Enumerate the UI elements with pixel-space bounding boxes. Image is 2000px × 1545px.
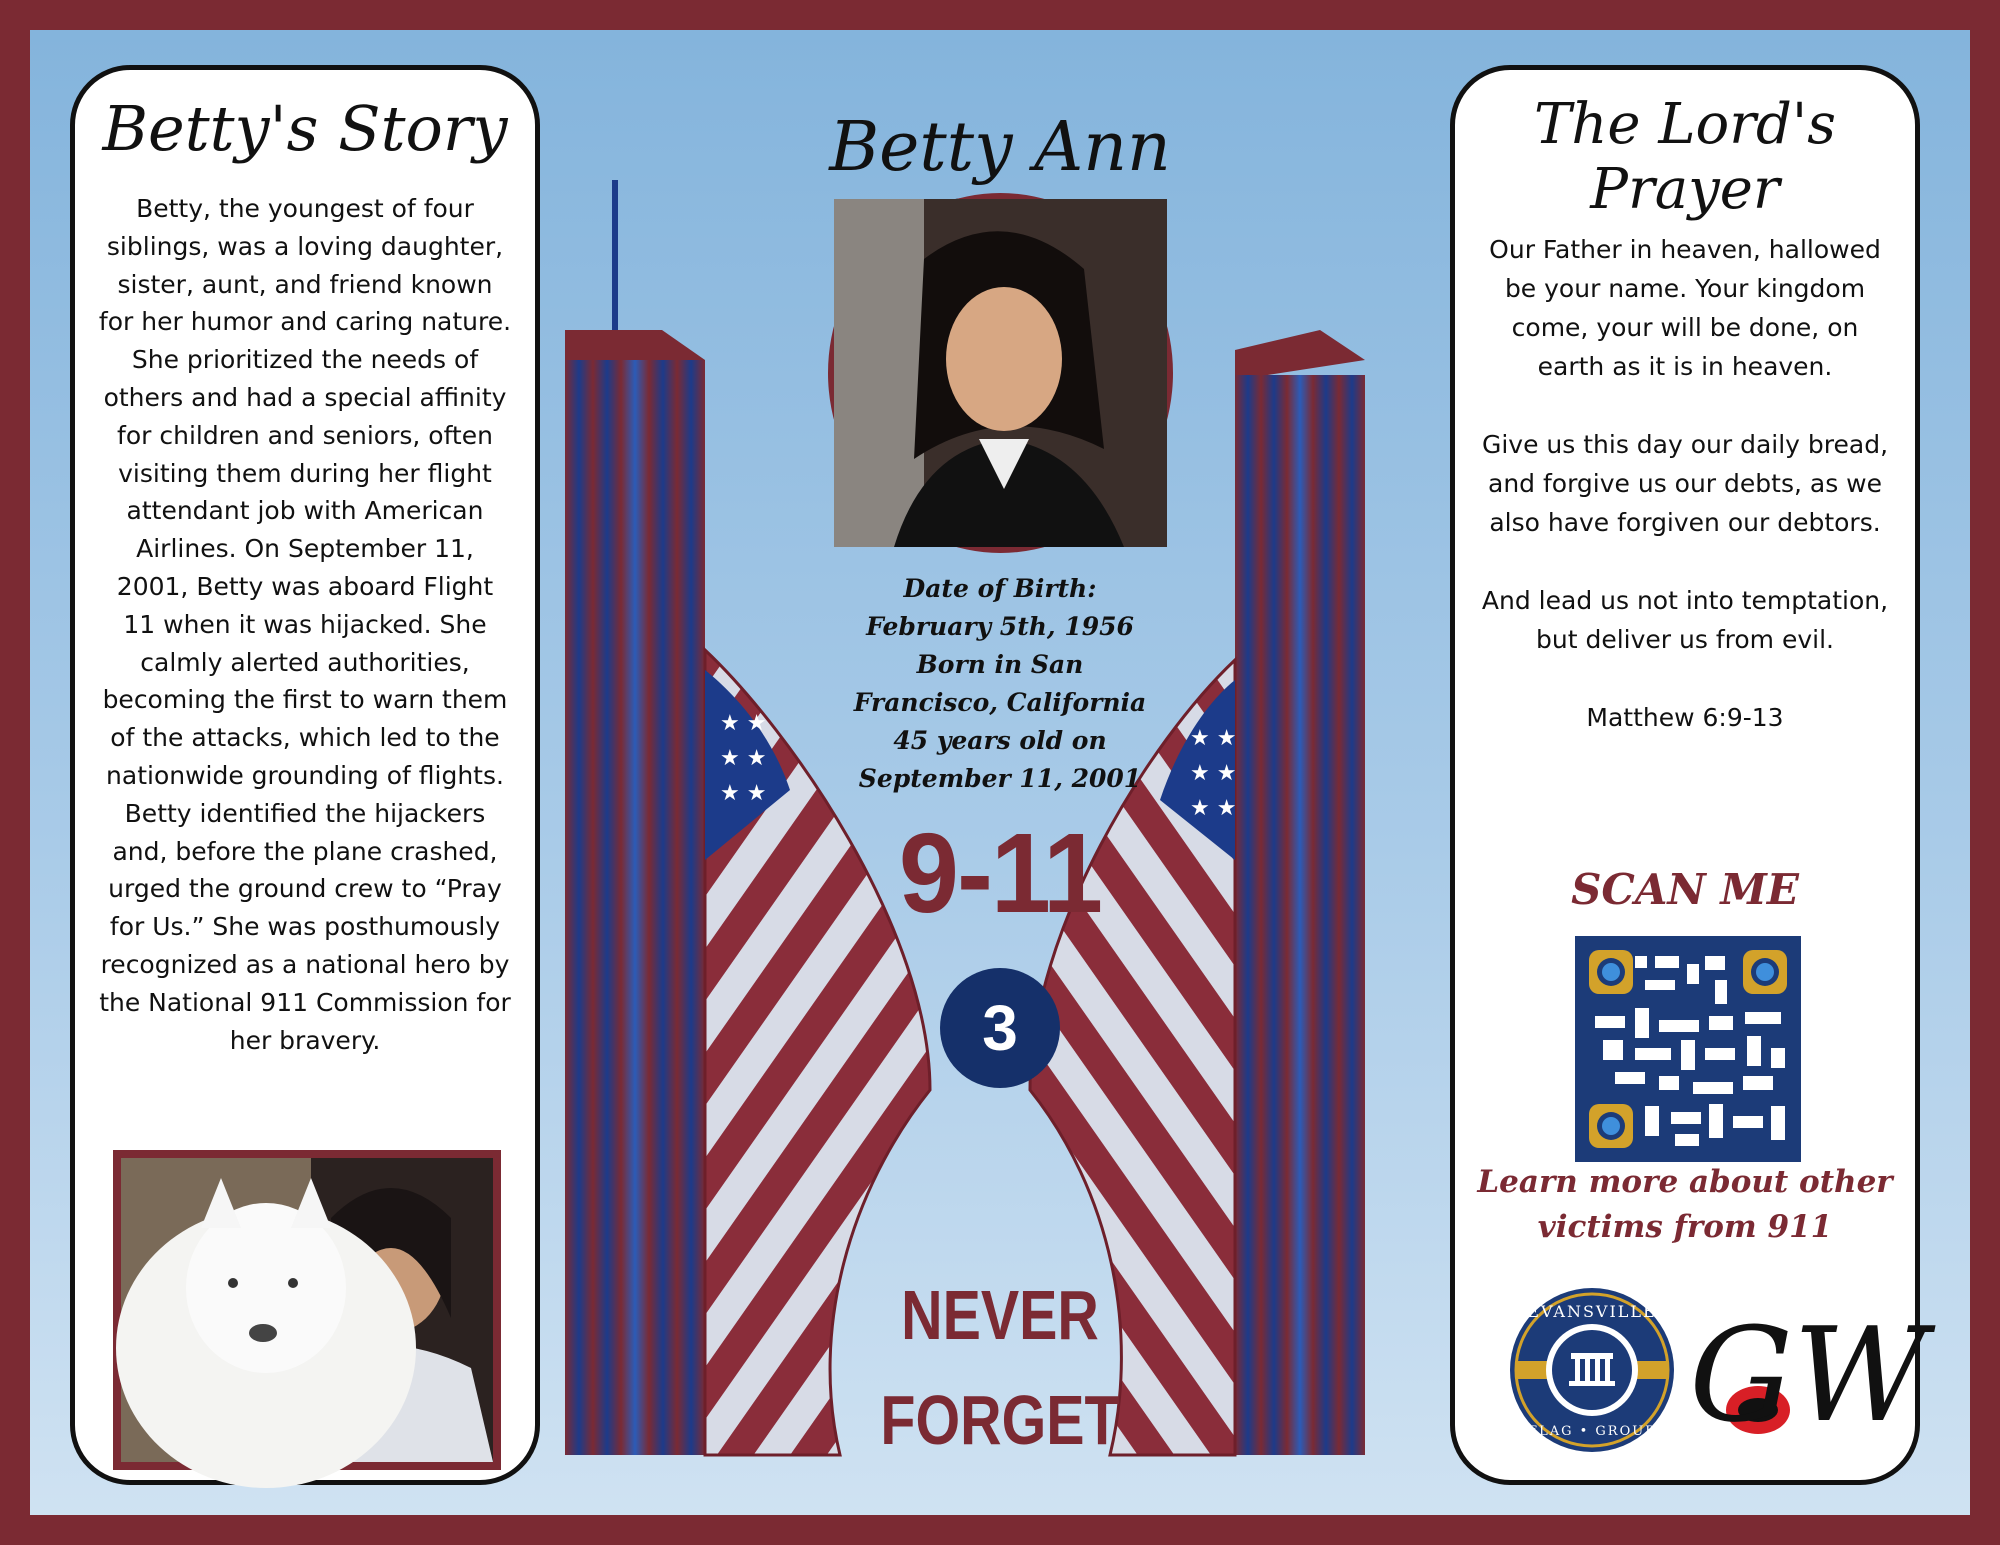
story-panel bbox=[70, 65, 540, 1485]
svg-text:★ ★: ★ ★ bbox=[1190, 726, 1237, 751]
svg-text:★ ★: ★ ★ bbox=[720, 746, 767, 771]
details-line: Francisco, California bbox=[853, 688, 1147, 717]
scripture-reference: Matthew 6:9-13 bbox=[1586, 703, 1784, 732]
qr-code[interactable] bbox=[1575, 936, 1801, 1162]
logo-top-text: EVANSVILLE bbox=[1527, 1302, 1657, 1321]
svg-text:★ ★: ★ ★ bbox=[720, 781, 767, 806]
details-line: Born in San bbox=[916, 650, 1084, 679]
learn-more-link[interactable]: Learn more about other victims from 911 bbox=[1477, 1164, 1893, 1245]
number-badge: 3 bbox=[940, 968, 1060, 1088]
prayer-text bbox=[1479, 230, 1891, 776]
prayer-paragraph: Our Father in heaven, hallowed be your name. Your kingdom come, your will be done, on earth as it is in heaven. bbox=[1489, 235, 1881, 381]
logo-bottom-text: FLAG • GROUP bbox=[1528, 1424, 1656, 1439]
evansville-flag-group-logo bbox=[1507, 1285, 1677, 1455]
prayer-title: The Lord's Prayer bbox=[1533, 92, 1836, 222]
birth-details bbox=[820, 570, 1180, 798]
gw-logo-text: GW bbox=[1689, 1299, 1927, 1451]
nine-eleven-label: 9-11 bbox=[898, 808, 1102, 937]
svg-text:★ ★: ★ ★ bbox=[720, 711, 767, 736]
prayer-paragraph: And lead us not into temptation, but deliver us from evil. bbox=[1481, 586, 1889, 654]
details-line: 45 years old on bbox=[893, 726, 1107, 755]
left-tower bbox=[565, 180, 705, 1455]
prayer-panel bbox=[1450, 65, 1927, 1485]
photo-with-dog bbox=[113, 1150, 501, 1470]
svg-text:★ ★: ★ ★ bbox=[1190, 761, 1237, 786]
story-title: Betty's Story bbox=[102, 92, 508, 165]
details-line: September 11, 2001 bbox=[858, 764, 1142, 793]
portrait-photo bbox=[828, 193, 1173, 553]
scan-me-label: SCAN ME bbox=[1571, 865, 1799, 914]
details-line: Date of Birth: bbox=[903, 574, 1097, 603]
story-text: Betty, the youngest of four siblings, was a loving daughter, sister, aunt, and friend known for her humor and caring nature. She prioritized the needs of others and had a special affinity for children and seniors, often visiting them during her flight attendant job with American Airlines. On September 11, 2001, Betty was aboard Flight 11 when it was hijacked. She calmly alerted authorities, becoming the first to warn them of the attacks, which led to the nationwide grounding of flights. Betty identified the hijackers and, before the plane crashed, urged the ground crew to “Pray for Us.” She was posthumously recognized as a national hero by the National 911 Commission for her bravery. bbox=[98, 194, 512, 1055]
gw-logo bbox=[1689, 1270, 1927, 1465]
details-line: February 5th, 1956 bbox=[866, 612, 1134, 641]
svg-text:★ ★: ★ ★ bbox=[1190, 796, 1237, 821]
never-text: NEVER bbox=[901, 1276, 1099, 1354]
prayer-paragraph: Give us this day our daily bread, and forgive us our debts, as we also have forgiven our debtors. bbox=[1481, 430, 1889, 537]
right-tower bbox=[1235, 330, 1365, 1455]
victim-name: Betty Ann bbox=[829, 108, 1171, 187]
forget-text: FORGET bbox=[880, 1381, 1120, 1459]
memorial-card bbox=[30, 30, 1970, 1515]
